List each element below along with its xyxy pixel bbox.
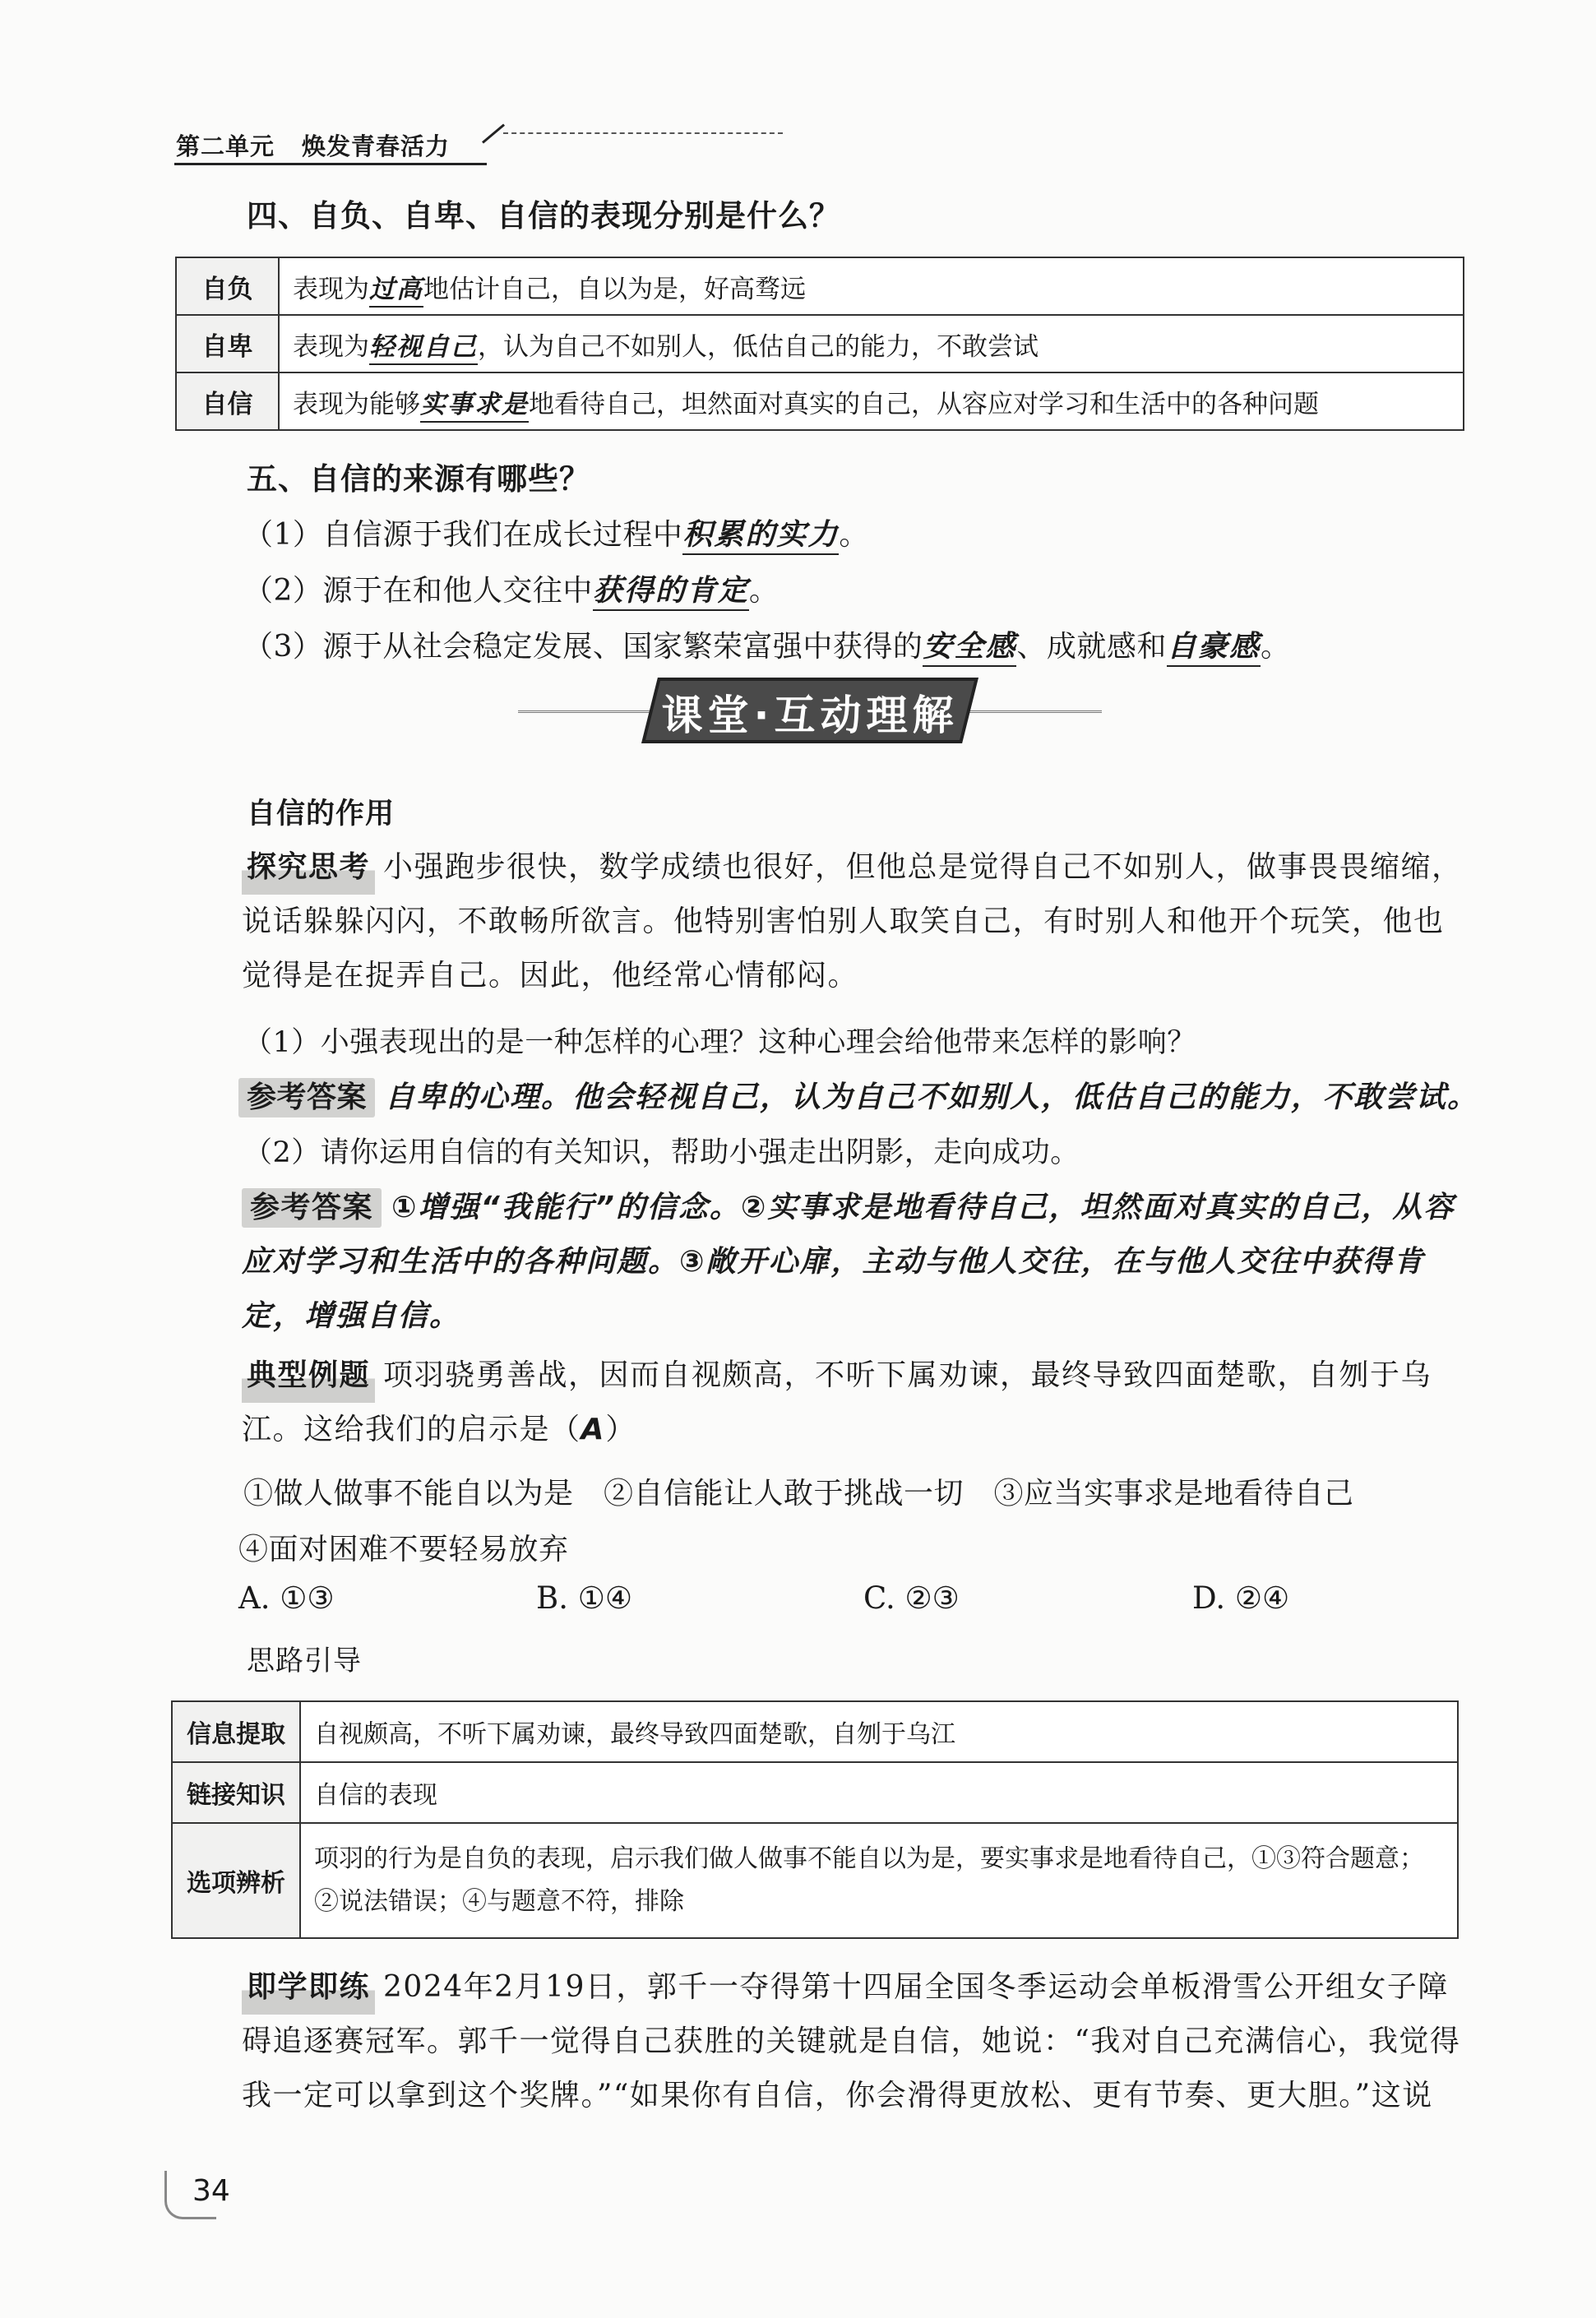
banner-wing-right	[962, 710, 1102, 713]
guide-title: 思路引导	[247, 1645, 362, 1677]
table-row	[172, 1823, 1458, 1938]
row-content: 项羽的行为是自负的表现，启示我们做人做事不能自以为是，要实事求是地看待自己，①③符合题意；②说法错误；④与题意不符，排除	[300, 1823, 1458, 1938]
banner-wing-left	[518, 710, 658, 713]
page-number	[173, 2174, 230, 2208]
section-banner	[493, 673, 1126, 755]
row-content: 自信的表现	[300, 1762, 1458, 1823]
row-content: 自视颇高，不听下属劝谏，最终导致四面楚歌，自刎于乌江	[300, 1701, 1458, 1762]
source-item-3: （3）源于从社会稳定发展、国家繁荣富强中获得的安全感、成就感和自豪感。	[243, 623, 1290, 665]
answer-1	[238, 1074, 1478, 1117]
row-content: 表现为过高地估计自己，自以为是，好高骛远	[279, 257, 1464, 315]
answer-fill: 过高	[369, 275, 423, 308]
row-label: 自负	[176, 257, 279, 315]
answer-tag: 参考答案	[242, 1188, 382, 1228]
table-row	[176, 257, 1464, 315]
explore-tag: 探究思考	[242, 840, 375, 895]
row-label: 自信	[176, 372, 279, 430]
answer-fill: A	[581, 1413, 606, 1446]
header-dash	[503, 132, 783, 134]
answer-fill: 实事求是	[420, 390, 529, 423]
table-row	[176, 372, 1464, 430]
option-c: C. ②③	[863, 1580, 960, 1616]
row-label: 选项辨析	[172, 1823, 300, 1938]
question-1: （1）小强表现出的是一种怎样的心理？这种心理会给他带来怎样的影响？	[243, 1026, 1196, 1059]
answer-tag: 参考答案	[238, 1078, 375, 1117]
page-number-text: 34	[192, 2174, 230, 2208]
practice-paragraph: 即学即练 2024年2月19日，郭千一夺得第十四届全国冬季运动会单板滑雪公开组女子障碍追逐赛冠军。郭千一觉得自己获胜的关键就是自信，她说：“我对自己充满信心，我觉得我一定可以拿到这个奖牌。”“如果你有自信，你会滑得更放松、更有节奏、更大胆。”这说	[242, 1960, 1467, 2123]
banner-title: 课堂·互动理解	[661, 692, 959, 739]
statements-line-1: ①做人做事不能自以为是 ②自信能让人敢于挑战一切 ③应当实事求是地看待自己	[243, 1477, 1354, 1511]
answer-text: ①增强“我能行”的信念。②实事求是地看待自己，坦然面对真实的自己，从容应对学习和生活中的各种问题。③敞开心扉，主动与他人交往，在与他人交往中获得肯定，增强自信。	[242, 1191, 1455, 1333]
practice-tag: 即学即练	[242, 1960, 375, 2015]
answer-fill: 获得的肯定	[593, 574, 749, 611]
unit-header	[174, 123, 618, 164]
table-row	[176, 315, 1464, 372]
option-b: B. ①④	[536, 1580, 633, 1616]
row-label: 链接知识	[172, 1762, 300, 1823]
topic-title: 自信的作用	[247, 798, 396, 831]
performance-table	[175, 257, 1464, 431]
table-row	[172, 1701, 1458, 1762]
row-content: 表现为轻视自己，认为自己不如别人，低估自己的能力，不敢尝试	[279, 315, 1464, 372]
section5-title: 五、自信的来源有哪些？	[247, 461, 590, 497]
source-item-1: （1）自信源于我们在成长过程中积累的实力。	[243, 511, 869, 553]
answer-2	[242, 1181, 1467, 1344]
row-label: 自卑	[176, 315, 279, 372]
statements-line-2: ④面对困难不要轻易放弃	[238, 1533, 569, 1566]
answer-fill: 安全感	[923, 630, 1016, 667]
option-a: A. ①③	[238, 1580, 335, 1616]
option-d: D. ②④	[1192, 1580, 1290, 1616]
source-item-2: （2）源于在和他人交往中获得的肯定。	[243, 567, 779, 609]
answer-fill: 轻视自己	[369, 332, 478, 365]
section4-title: 四、自负、自卑、自信的表现分别是什么？	[247, 198, 840, 234]
example-tag: 典型例题	[242, 1349, 375, 1403]
answer-text: 自卑的心理。他会轻视自己，认为自己不如别人，低估自己的能力，不敢尝试。	[385, 1080, 1479, 1114]
row-label: 信息提取	[172, 1701, 300, 1762]
answer-fill: 积累的实力	[682, 518, 839, 555]
row-content: 表现为能够实事求是地看待自己，坦然面对真实的自己，从容应对学习和生活中的各种问题	[279, 372, 1464, 430]
header-slant	[482, 123, 505, 143]
explore-paragraph: 探究思考 小强跑步很快，数学成绩也很好，但他总是觉得自己不如别人，做事畏畏缩缩，说话躲躲闪闪，不敢畅所欲言。他特别害怕别人取笑自己，有时别人和他开个玩笑，他也觉得是在捉弄自己。因此，他经常心情郁闷。	[242, 840, 1467, 1003]
header-rule	[174, 163, 487, 165]
guide-table	[171, 1700, 1459, 1939]
unit-title: 焕发青春活力	[302, 132, 451, 160]
question-2: （2）请你运用自信的有关知识，帮助小强走出阴影，走向成功。	[243, 1136, 1080, 1169]
example-paragraph: 典型例题 项羽骁勇善战，因而自视颇高，不听下属劝谏，最终导致四面楚歌，自刎于乌江。这给我们的启示是（A）	[242, 1349, 1467, 1457]
answer-fill: 自豪感	[1167, 630, 1261, 667]
unit-label: 第二单元	[176, 132, 275, 160]
table-row	[172, 1762, 1458, 1823]
